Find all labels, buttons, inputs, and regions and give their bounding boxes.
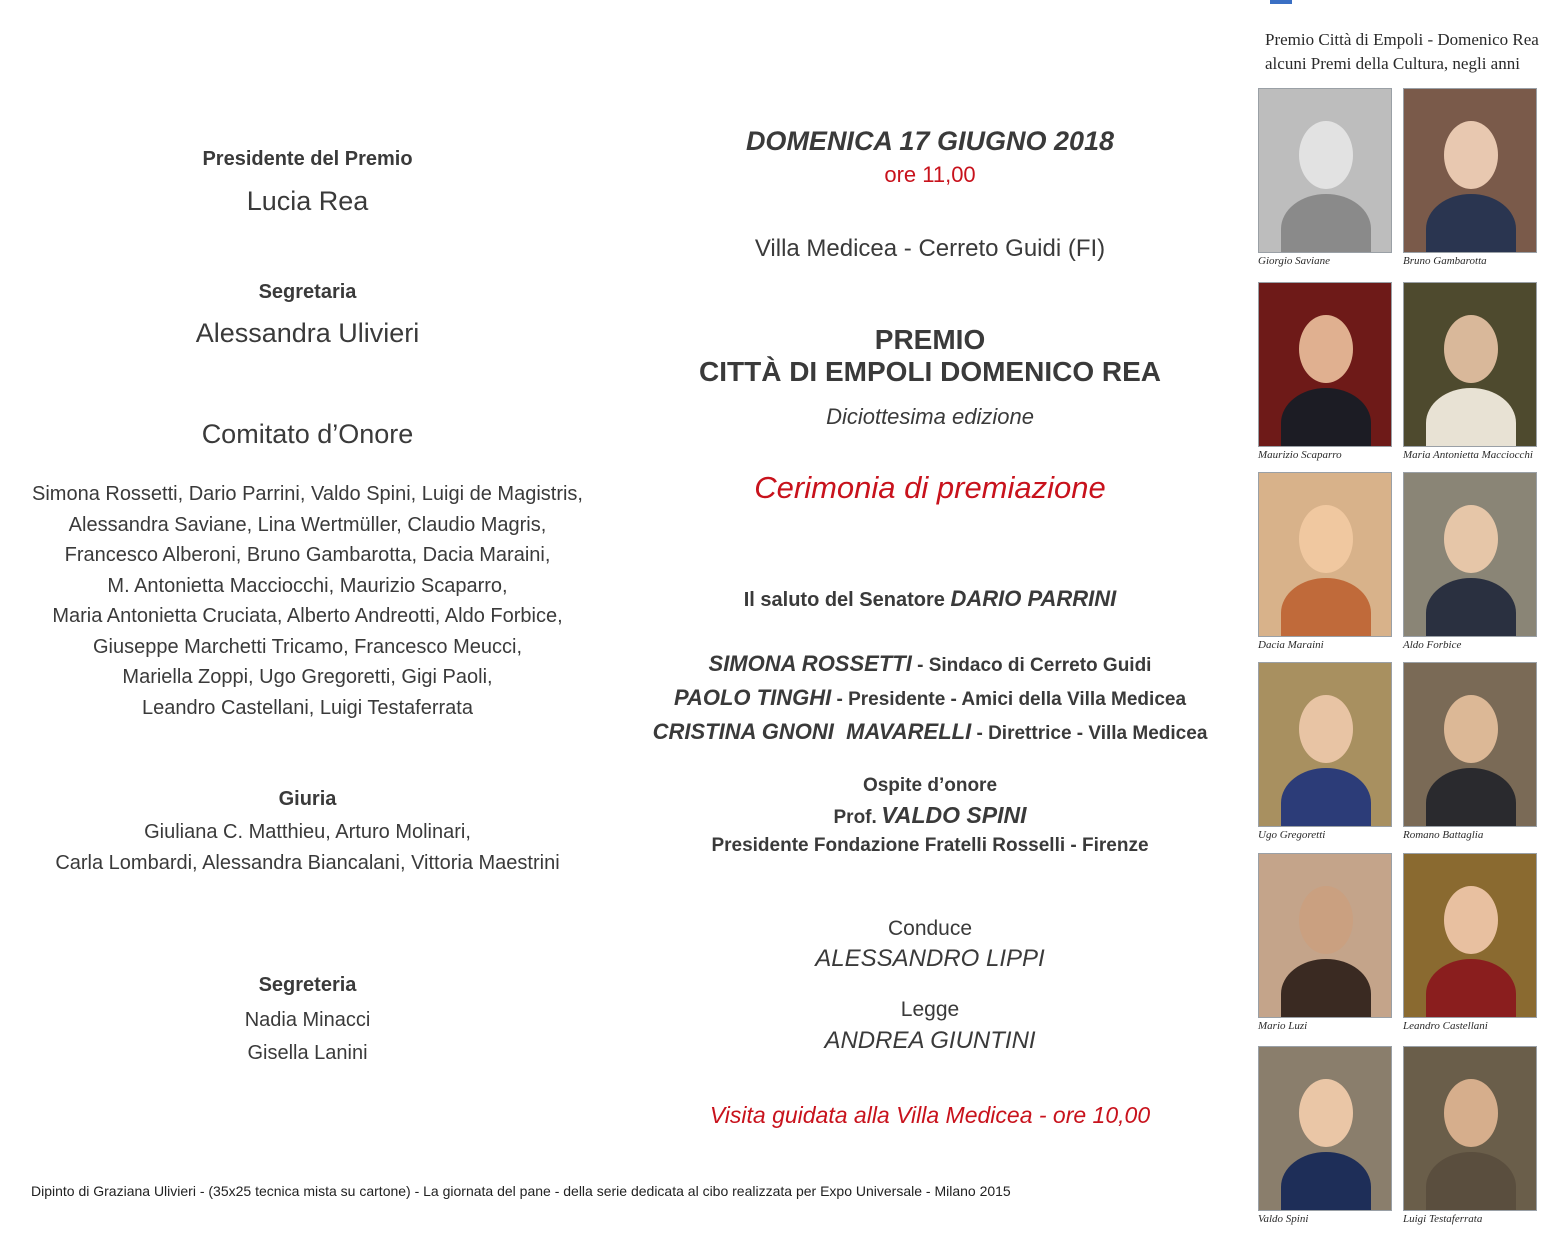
portrait-body-shape [1281, 194, 1371, 253]
portrait-body-shape [1426, 388, 1516, 447]
edition: Diciottesima edizione [826, 404, 1034, 429]
guest-name: VALDO SPINI [881, 802, 1027, 828]
portrait-head-shape [1299, 121, 1353, 189]
portrait-body-shape [1426, 768, 1516, 827]
portrait-photo [1258, 662, 1392, 827]
ceremony-title: Cerimonia di premiazione [754, 470, 1106, 505]
greeting-name: DARIO PARRINI [950, 586, 1117, 611]
portrait-caption: Maurizio Scaparro [1258, 449, 1342, 461]
committee-list [20, 479, 595, 723]
president-label: Presidente del Premio [202, 148, 413, 170]
portrait-caption: Giorgio Saviane [1258, 255, 1330, 267]
portrait-caption: Luigi Testaferrata [1403, 1213, 1483, 1225]
guest-label: Ospite d’onore [862, 775, 998, 796]
committee-line: Leandro Castellani, Luigi Testaferrata [142, 696, 473, 719]
jury-line: Giuliana C. Matthieu, Arturo Molinari, [144, 821, 471, 843]
portrait-caption: Ugo Gregoretti [1258, 829, 1326, 841]
secretariat-label: Segreteria [258, 974, 357, 996]
secretariat-name: Nadia Minacci [244, 1009, 371, 1031]
portrait-caption: Romano Battaglia [1403, 829, 1484, 841]
sidebar-title [1265, 28, 1539, 76]
speaker-name: PAOLO TINGHI [673, 685, 832, 710]
portrait-photo [1258, 282, 1392, 447]
guided-visit: Visita guidata alla Villa Medicea - ore 10,00 [709, 1102, 1151, 1128]
president-name: Lucia Rea [246, 186, 369, 216]
portrait-caption: Bruno Gambarotta [1403, 255, 1487, 267]
speaker-role: - Direttrice - Villa Medicea [971, 723, 1208, 744]
committee-line: M. Antonietta Macciocchi, Maurizio Scaparro, [107, 574, 508, 597]
portrait-head-shape [1299, 315, 1353, 383]
portrait-head-shape [1444, 695, 1498, 763]
prize-title-line1: PREMIO [874, 324, 986, 355]
portrait-head-shape [1444, 886, 1498, 954]
secretariat-name: Gisella Lanini [247, 1042, 368, 1064]
guest-role: Presidente Fondazione Fratelli Rosselli - Firenze [711, 835, 1149, 856]
portrait-photo [1258, 88, 1392, 253]
committee-line: Francesco Alberoni, Bruno Gambarotta, Dacia Maraini, [64, 544, 551, 566]
portrait-photo [1258, 853, 1392, 1018]
portrait-head-shape [1299, 695, 1353, 763]
portrait-caption: Mario Luzi [1258, 1020, 1308, 1032]
portrait-head-shape [1444, 315, 1498, 383]
portrait-head-shape [1444, 121, 1498, 189]
portrait-head-shape [1299, 886, 1353, 954]
speakers-list [620, 648, 1240, 750]
portrait-body-shape [1281, 768, 1371, 827]
portrait-photo [1403, 88, 1537, 253]
portrait-body-shape [1426, 578, 1516, 637]
speaker-role: - Presidente - Amici della Villa Medicea [831, 689, 1187, 710]
secretary-label: Segretaria [258, 281, 357, 303]
secretary-name: Alessandra Ulivieri [195, 318, 420, 348]
painting-credit: Dipinto di Graziana Ulivieri - (35x25 tecnica mista su cartone) - La giornata del pane - della serie dedicata al cibo realizzata per Expo Universale - Milano 2015 [31, 1183, 1011, 1199]
portrait-body-shape [1426, 194, 1516, 253]
committee-line: Simona Rossetti, Dario Parrini, Valdo Spini, Luigi de Magistris, [32, 483, 583, 505]
portrait-photo [1403, 853, 1537, 1018]
portrait-caption: Aldo Forbice [1403, 639, 1462, 651]
sidebar-title-line2: alcuni Premi della Cultura, negli anni [1265, 54, 1520, 73]
speaker-name: CRISTINA GNONI MAVARELLI [652, 719, 972, 744]
jury-list [20, 817, 595, 878]
committee-line: Giuseppe Marchetti Tricamo, Francesco Meucci, [92, 635, 523, 658]
committee-title: Comitato d’Onore [201, 419, 414, 449]
host-name: ALESSANDRO LIPPI [815, 945, 1045, 972]
committee-line: Alessandra Saviane, Lina Wertmüller, Claudio Magris, [68, 513, 547, 536]
event-venue: Villa Medicea - Cerreto Guidi (FI) [754, 235, 1106, 262]
portrait-body-shape [1426, 959, 1516, 1018]
portrait-body-shape [1281, 578, 1371, 637]
committee-line: Mariella Zoppi, Ugo Gregoretti, Gigi Paoli, [122, 666, 493, 688]
event-date: DOMENICA 17 GIUGNO 2018 [745, 126, 1115, 156]
jury-line: Carla Lombardi, Alessandra Biancalani, Vittoria Maestrini [55, 851, 560, 874]
jury-label: Giuria [278, 788, 337, 810]
portrait-caption: Maria Antonietta Macciocchi [1403, 449, 1533, 461]
portrait-head-shape [1444, 1079, 1498, 1147]
portrait-head-shape [1299, 1079, 1353, 1147]
host-label: Conduce [887, 917, 973, 940]
portrait-photo [1403, 472, 1537, 637]
portrait-photo [1403, 662, 1537, 827]
portrait-caption: Valdo Spini [1258, 1213, 1309, 1225]
secretariat-list [20, 1004, 595, 1070]
portrait-head-shape [1299, 505, 1353, 573]
prize-title-line2: CITTÀ DI EMPOLI DOMENICO REA [699, 356, 1161, 387]
portrait-photo [1403, 282, 1537, 447]
portrait-caption: Leandro Castellani [1403, 1020, 1488, 1032]
portrait-photo [1258, 472, 1392, 637]
portrait-photo [1258, 1046, 1392, 1211]
greeting-prefix: Il saluto del Senatore [743, 589, 945, 611]
committee-line: Maria Antonietta Cruciata, Alberto Andreotti, Aldo Forbice, [52, 605, 563, 627]
greeting [620, 586, 1240, 612]
speaker [620, 716, 1240, 750]
portrait-body-shape [1426, 1152, 1516, 1211]
prize-title [620, 324, 1240, 388]
speaker [620, 682, 1240, 716]
portrait-photo [1403, 1046, 1537, 1211]
top-accent-bar [1270, 0, 1292, 4]
portrait-body-shape [1281, 959, 1371, 1018]
reader-label: Legge [900, 998, 960, 1021]
portrait-caption: Dacia Maraini [1258, 639, 1324, 651]
portrait-body-shape [1281, 388, 1371, 447]
event-time: ore 11,00 [884, 162, 976, 187]
portrait-body-shape [1281, 1152, 1371, 1211]
guest-prefix: Prof. [833, 807, 877, 828]
guest [620, 802, 1240, 829]
reader-name: ANDREA GIUNTINI [824, 1027, 1036, 1054]
portrait-head-shape [1444, 505, 1498, 573]
speaker-role: - Sindaco di Cerreto Guidi [911, 655, 1152, 676]
speaker [620, 648, 1240, 682]
sidebar-title-line1: Premio Città di Empoli - Domenico Rea [1265, 30, 1539, 49]
speaker-name: SIMONA ROSSETTI [708, 651, 912, 676]
